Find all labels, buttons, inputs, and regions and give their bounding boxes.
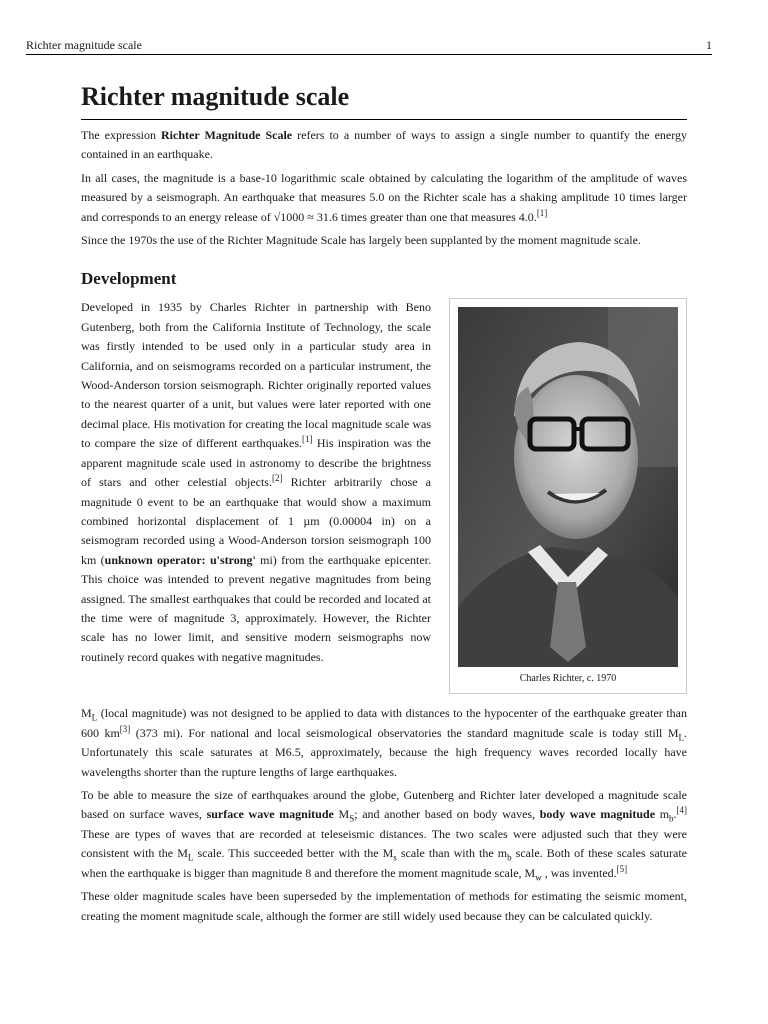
- figure-caption: Charles Richter, c. 1970: [519, 673, 617, 685]
- section-heading-development: Development: [81, 269, 177, 289]
- article-body: [81, 76, 687, 930]
- page-title: Richter magnitude scale: [81, 76, 687, 120]
- intro-paragraph-3: Since the 1970s the use of the Richter Magnitude Scale has largely been supplanted by the moment magnitude scale.: [81, 233, 641, 248]
- bold-term: Richter Magnitude Scale: [161, 128, 293, 142]
- portrait-photo: [458, 307, 678, 667]
- citation-link[interactable]: [5]: [616, 863, 628, 874]
- intro-paragraph-1: The expression Richter Magnitude Scale refers to a number of ways to assign a single number to quantify the energy contained in an earthquake.: [81, 128, 687, 162]
- running-header-title: Richter magnitude scale: [26, 38, 142, 52]
- bold-error-text: unknown operator: u'strong': [104, 552, 256, 567]
- citation-link[interactable]: [3]: [119, 723, 131, 734]
- intro-paragraph-2: In all cases, the magnitude is a base-10 logarithmic scale obtained by calculating the logarithm of the amplitude of waves measured by a seismograph. An earthquake that measures 5.0 on the Richter scale has a shaking amplitude 10 times larger and corresponds to an energy release of √1000 ≈ 31.6 times greater than one that measures 4.0.[1]: [81, 170, 687, 224]
- page-number: 1: [706, 38, 712, 52]
- development-paragraph-2: $M_L$ (local magnitude) was not designed to be applied to data with distances to the hypocenter of the earthquake greater than 600 km[3] (373 mi). For national and local seismological observatories the standard magnitude scale is today still $M_L$. Unfortunately this scale saturates at M6.5, approximately, because the high frequency waves recorded locally have wavelengths shorter than the rupture lengths of large earthquakes.: [81, 706, 687, 779]
- development-paragraph-1: Developed in 1935 by Charles Richter in partnership with Beno Gutenberg, both from the California Institute of Technology, the scale was firstly intended to be used only in a particular study area in California, and on seismograms recorded on a particular instrument, the Wood-Anderson torsion seismograph. Richter originally reported values to the nearest quarter of a unit, but values were later reported with one decimal place. His motivation for creating the local magnitude scale was to compare the size of different earthquakes.[1] His inspiration was the apparent magnitude scale used in astronomy to describe the brightness of stars and other celestial objects.[2] Richter arbitrarily chose a magnitude 0 event to be an earthquake that would show a maximum combined horizontal displacement of 1 µm (0.00004 in) on a seismogram recorded using a Wood-Anderson torsion seismograph 100 km (unknown operator: u'strong' mi) from the earthquake epicenter. This choice was intended to prevent negative magnitudes from being assigned. The smallest earthquakes that could be recorded and located at the time were of magnitude 3, approximately. However, the Richter scale has no lower limit, and sensitive modern seismographs now routinely record quakes with negative magnitudes.: [81, 300, 431, 664]
- citation-link[interactable]: [4]: [676, 805, 688, 816]
- figure-charles-richter: [449, 298, 687, 694]
- citation-link[interactable]: [1]: [302, 434, 313, 445]
- running-header: [26, 38, 712, 55]
- citation-link[interactable]: [1]: [536, 207, 548, 218]
- citation-link[interactable]: [2]: [271, 473, 283, 484]
- development-section: [81, 298, 687, 925]
- development-paragraph-3: To be able to measure the size of earthquakes around the globe, Gutenberg and Richter later developed a magnitude scale based on surface waves, surface wave magnitude $M_S$; and another based on body waves, body wave magnitude $m_b.[4]$ These are types of waves that are recorded at teleseismic distances. The two scales were adjusted such that they were consistent with the $M_L$ scale. This succeeded better with the $M_s$ scale than with the $m_b$ scale. Both of these scales saturate when the earthquake is bigger than magnitude 8 and therefore the moment magnitude scale, $M_w$ , was invented.[5]: [81, 788, 688, 883]
- development-paragraph-4: These older magnitude scales have been superseded by the implementation of methods for estimating the seismic moment, creating the moment magnitude scale, although the former are still widely used because they can be calculated quickly.: [81, 889, 687, 923]
